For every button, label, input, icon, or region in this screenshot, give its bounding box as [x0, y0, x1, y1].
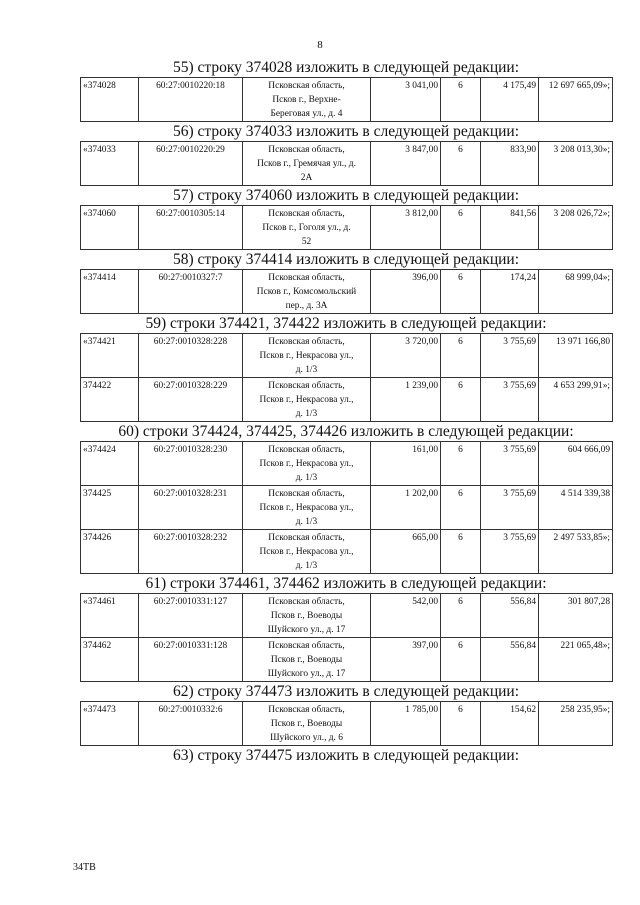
code-cell: 6: [441, 486, 481, 530]
table-row: [81, 702, 613, 746]
area-cell: 1 785,00: [371, 702, 441, 746]
address-line: Псков г., Воеводы: [270, 719, 343, 729]
amendment-table: [80, 77, 613, 122]
cadastral-number-cell: 60:27:0010328:229: [139, 378, 243, 422]
table-row: [81, 142, 613, 186]
area-cell: 3 847,00: [371, 142, 441, 186]
address-line: Псков г., Воеводы: [270, 655, 343, 665]
area-cell: 161,00: [371, 442, 441, 486]
address-line: д. 1/3: [295, 409, 318, 419]
unit-value-cell: 841,56: [481, 206, 539, 250]
address-line: Шуйского ул., д. 17: [267, 669, 346, 679]
area-cell: 3 041,00: [371, 78, 441, 122]
unit-value-cell: 174,24: [481, 270, 539, 314]
table-row: [81, 486, 613, 530]
cadastral-number-cell: 60:27:0010328:232: [139, 530, 243, 574]
cadastral-number-cell: 60:27:0010220:29: [139, 142, 243, 186]
code-cell: 6: [441, 270, 481, 314]
record-number-cell: «374461: [81, 594, 139, 638]
address-line: Псков г., Некрасова ул.,: [259, 503, 354, 513]
address-line: 2А: [300, 173, 313, 183]
cadastral-number-cell: 60:27:0010328:228: [139, 334, 243, 378]
record-number-cell: 374426: [81, 530, 139, 574]
unit-value-cell: 556,84: [481, 638, 539, 682]
address-line: Псков г., Гремячая ул., д.: [257, 159, 356, 169]
address-cell: [243, 334, 371, 378]
section-heading: 59) строки 374421, 374422 изложить в следующей редакции:: [145, 315, 547, 332]
code-cell: 6: [441, 638, 481, 682]
unit-value-cell: 3 755,69: [481, 486, 539, 530]
cadastral-number-cell: 60:27:0010220:18: [139, 78, 243, 122]
area-cell: 397,00: [371, 638, 441, 682]
area-cell: 396,00: [371, 270, 441, 314]
cadastral-number-cell: 60:27:0010327:7: [139, 270, 243, 314]
address-line: д. 1/3: [295, 561, 318, 571]
address-line: Псков г., Воеводы: [270, 611, 343, 621]
record-number-cell: «374414: [81, 270, 139, 314]
address-line: Псков г., Верхне-: [272, 95, 341, 105]
address-line: Псковская область,: [268, 533, 345, 543]
address-line: Псковская область,: [268, 705, 345, 715]
address-cell: [243, 486, 371, 530]
unit-value-cell: 4 175,49: [481, 78, 539, 122]
address-line: Псковская область,: [268, 597, 345, 607]
address-line: Псковская область,: [268, 641, 345, 651]
address-line: Псковская область,: [268, 337, 345, 347]
address-line: Псковская область,: [268, 209, 345, 219]
area-cell: 3 720,00: [371, 334, 441, 378]
total-value-cell: 258 235,95»;: [539, 702, 613, 746]
code-cell: 6: [441, 530, 481, 574]
address-line: Псков г., Гоголя ул., д.: [262, 223, 351, 233]
record-number-cell: «374421: [81, 334, 139, 378]
unit-value-cell: 3 755,69: [481, 378, 539, 422]
record-number-cell: 374462: [81, 638, 139, 682]
address-cell: [243, 378, 371, 422]
area-cell: 1 202,00: [371, 486, 441, 530]
amendment-table: [80, 333, 613, 422]
document-body: [80, 58, 612, 765]
address-line: д. 1/3: [295, 473, 318, 483]
section-heading: 57) строку 374060 изложить в следующей редакции:: [172, 187, 520, 204]
amendment-table: [80, 205, 613, 250]
table-row: [81, 270, 613, 314]
address-line: д. 1/3: [295, 517, 318, 527]
unit-value-cell: 3 755,69: [481, 334, 539, 378]
cadastral-number-cell: 60:27:0010331:128: [139, 638, 243, 682]
table-row: [81, 594, 613, 638]
area-cell: 3 812,00: [371, 206, 441, 250]
cadastral-number-cell: 60:27:0010332:6: [139, 702, 243, 746]
address-cell: [243, 702, 371, 746]
table-row: [81, 206, 613, 250]
unit-value-cell: 833,90: [481, 142, 539, 186]
amendment-table: [80, 441, 613, 574]
area-cell: 542,00: [371, 594, 441, 638]
table-row: [81, 638, 613, 682]
address-line: Псковская область,: [268, 145, 345, 155]
total-value-cell: 3 208 026,72»;: [539, 206, 613, 250]
section-heading: 56) строку 374033 изложить в следующей редакции:: [172, 123, 520, 140]
unit-value-cell: 3 755,69: [481, 442, 539, 486]
code-cell: 6: [441, 702, 481, 746]
table-row: [81, 530, 613, 574]
section-heading: 62) строку 374473 изложить в следующей редакции:: [172, 683, 520, 700]
total-value-cell: 12 697 665,09»;: [539, 78, 613, 122]
address-line: Псков г., Комсомольский: [256, 287, 357, 297]
total-value-cell: 13 971 166,80: [539, 334, 613, 378]
address-line: Псков г., Некрасова ул.,: [259, 351, 354, 361]
total-value-cell: 604 666,09: [539, 442, 613, 486]
address-line: д. 1/3: [295, 365, 318, 375]
address-cell: [243, 594, 371, 638]
address-line: Береговая ул., д. 4: [270, 109, 343, 119]
record-number-cell: «374033: [81, 142, 139, 186]
footer-code: 34ТВ: [73, 862, 96, 873]
address-line: Псковская область,: [268, 81, 345, 91]
area-cell: 1 239,00: [371, 378, 441, 422]
cadastral-number-cell: 60:27:0010328:230: [139, 442, 243, 486]
page-number: 8: [317, 39, 323, 51]
address-line: Псковская область,: [268, 381, 345, 391]
cadastral-number-cell: 60:27:0010305:14: [139, 206, 243, 250]
address-cell: [243, 442, 371, 486]
address-cell: [243, 270, 371, 314]
address-cell: [243, 530, 371, 574]
address-line: пер., д. 3А: [285, 301, 328, 311]
record-number-cell: 374425: [81, 486, 139, 530]
address-cell: [243, 638, 371, 682]
amendment-table: [80, 593, 613, 682]
unit-value-cell: 556,84: [481, 594, 539, 638]
total-value-cell: 4 514 339,38: [539, 486, 613, 530]
section-heading: 55) строку 374028 изложить в следующей редакции:: [172, 59, 520, 76]
section-heading: 61) строки 374461, 374462 изложить в следующей редакции:: [145, 575, 547, 592]
code-cell: 6: [441, 206, 481, 250]
section-heading: 58) строку 374414 изложить в следующей редакции:: [172, 251, 520, 268]
table-row: [81, 334, 613, 378]
total-value-cell: 221 065,48»;: [539, 638, 613, 682]
address-line: Псков г., Некрасова ул.,: [259, 459, 354, 469]
address-line: Псковская область,: [268, 273, 345, 283]
address-line: Псковская область,: [268, 445, 345, 455]
address-cell: [243, 206, 371, 250]
code-cell: 6: [441, 594, 481, 638]
code-cell: 6: [441, 78, 481, 122]
area-cell: 665,00: [371, 530, 441, 574]
unit-value-cell: 154,62: [481, 702, 539, 746]
amendment-table: [80, 269, 613, 314]
record-number-cell: «374424: [81, 442, 139, 486]
address-line: Шуйского ул., д. 6: [270, 733, 343, 743]
address-line: Псковская область,: [268, 489, 345, 499]
address-line: Шуйского ул., д. 17: [267, 625, 346, 635]
address-cell: [243, 78, 371, 122]
code-cell: 6: [441, 378, 481, 422]
total-value-cell: 68 999,04»;: [539, 270, 613, 314]
total-value-cell: 3 208 013,30»;: [539, 142, 613, 186]
address-line: Псков г., Некрасова ул.,: [259, 395, 354, 405]
code-cell: 6: [441, 442, 481, 486]
total-value-cell: 4 653 299,91»;: [539, 378, 613, 422]
address-line: 52: [301, 237, 312, 247]
record-number-cell: «374060: [81, 206, 139, 250]
code-cell: 6: [441, 142, 481, 186]
cadastral-number-cell: 60:27:0010328:231: [139, 486, 243, 530]
record-number-cell: «374028: [81, 78, 139, 122]
total-value-cell: 2 497 533,85»;: [539, 530, 613, 574]
amendment-table: [80, 141, 613, 186]
table-row: [81, 378, 613, 422]
amendment-table: [80, 701, 613, 746]
address-line: Псков г., Некрасова ул.,: [259, 547, 354, 557]
section-heading: 60) строки 374424, 374425, 374426 изложить в следующей редакции:: [118, 423, 574, 440]
cadastral-number-cell: 60:27:0010331:127: [139, 594, 243, 638]
address-cell: [243, 142, 371, 186]
record-number-cell: 374422: [81, 378, 139, 422]
table-row: [81, 78, 613, 122]
code-cell: 6: [441, 334, 481, 378]
table-row: [81, 442, 613, 486]
record-number-cell: «374473: [81, 702, 139, 746]
unit-value-cell: 3 755,69: [481, 530, 539, 574]
total-value-cell: 301 807,28: [539, 594, 613, 638]
section-heading: 63) строку 374475 изложить в следующей редакции:: [172, 747, 520, 764]
